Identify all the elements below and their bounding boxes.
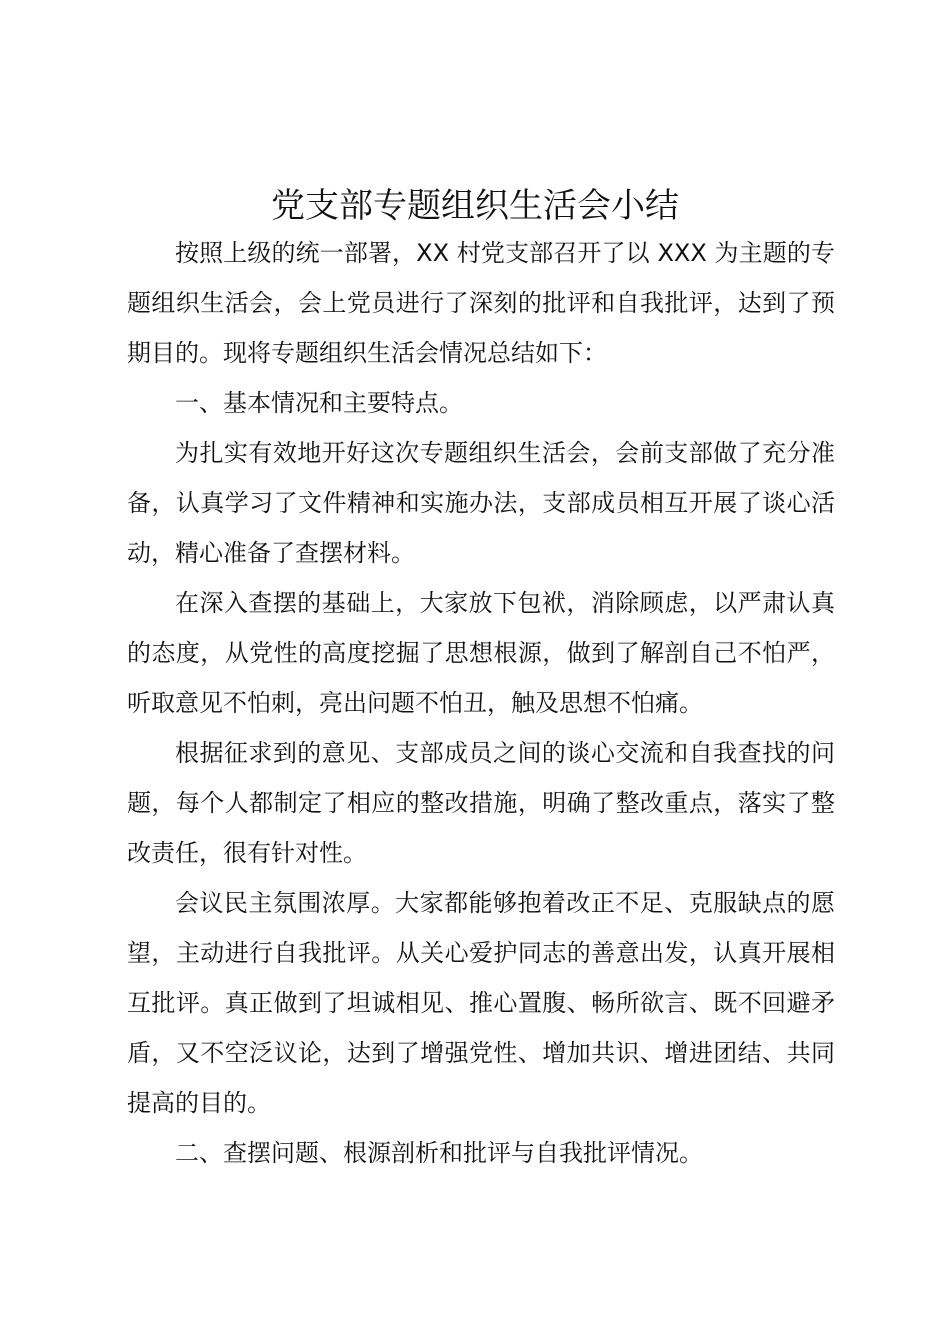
paragraph-democratic-atmosphere: 会议民主氛围浓厚。大家都能够抱着改正不足、克服缺点的愿望，主动进行自我批评。从关心爱护同志的善意出发，认真开展相互批评。真正做到了坦诚相见、推心置腹、畅所欲言、既不回避矛盾，又不空泛议论，达到了增强党性、增加共识、增进团结、共同提高的目的。 [127,889,835,1117]
paragraph-rectification: 根据征求到的意见、支部成员之间的谈心交流和自我查找的问题，每个人都制定了相应的整改措施，明确了整改重点，落实了整改责任，很有针对性。 [127,739,835,867]
paragraph-preparation: 为扎实有效地开好这次专题组织生活会，会前支部做了充分准备，认真学习了文件精神和实施办法，支部成员相互开展了谈心活动，精心准备了查摆材料。 [127,439,835,567]
document-title: 党支部专题组织生活会小结 [271,186,679,226]
paragraph-self-examination: 在深入查摆的基础上，大家放下包袱，消除顾虑，以严肃认真的态度，从党性的高度挖掘了思想根源，做到了解剖自己不怕严，听取意见不怕刺，亮出问题不怕丑，触及思想不怕痛。 [127,589,835,717]
document-body [127,228,835,1178]
section-heading-2: 二、查摆问题、根源剖析和批评与自我批评情况。 [175,1139,703,1167]
paragraph-intro: 按照上级的统一部署，XX 村党支部召开了以 XXX 为主题的专题组织生活会，会上党员进行了深刻的批评和自我批评，达到了预期目的。现将专题组织生活会情况总结如下： [127,239,835,367]
section-heading-1: 一、基本情况和主要特点。 [175,389,463,417]
